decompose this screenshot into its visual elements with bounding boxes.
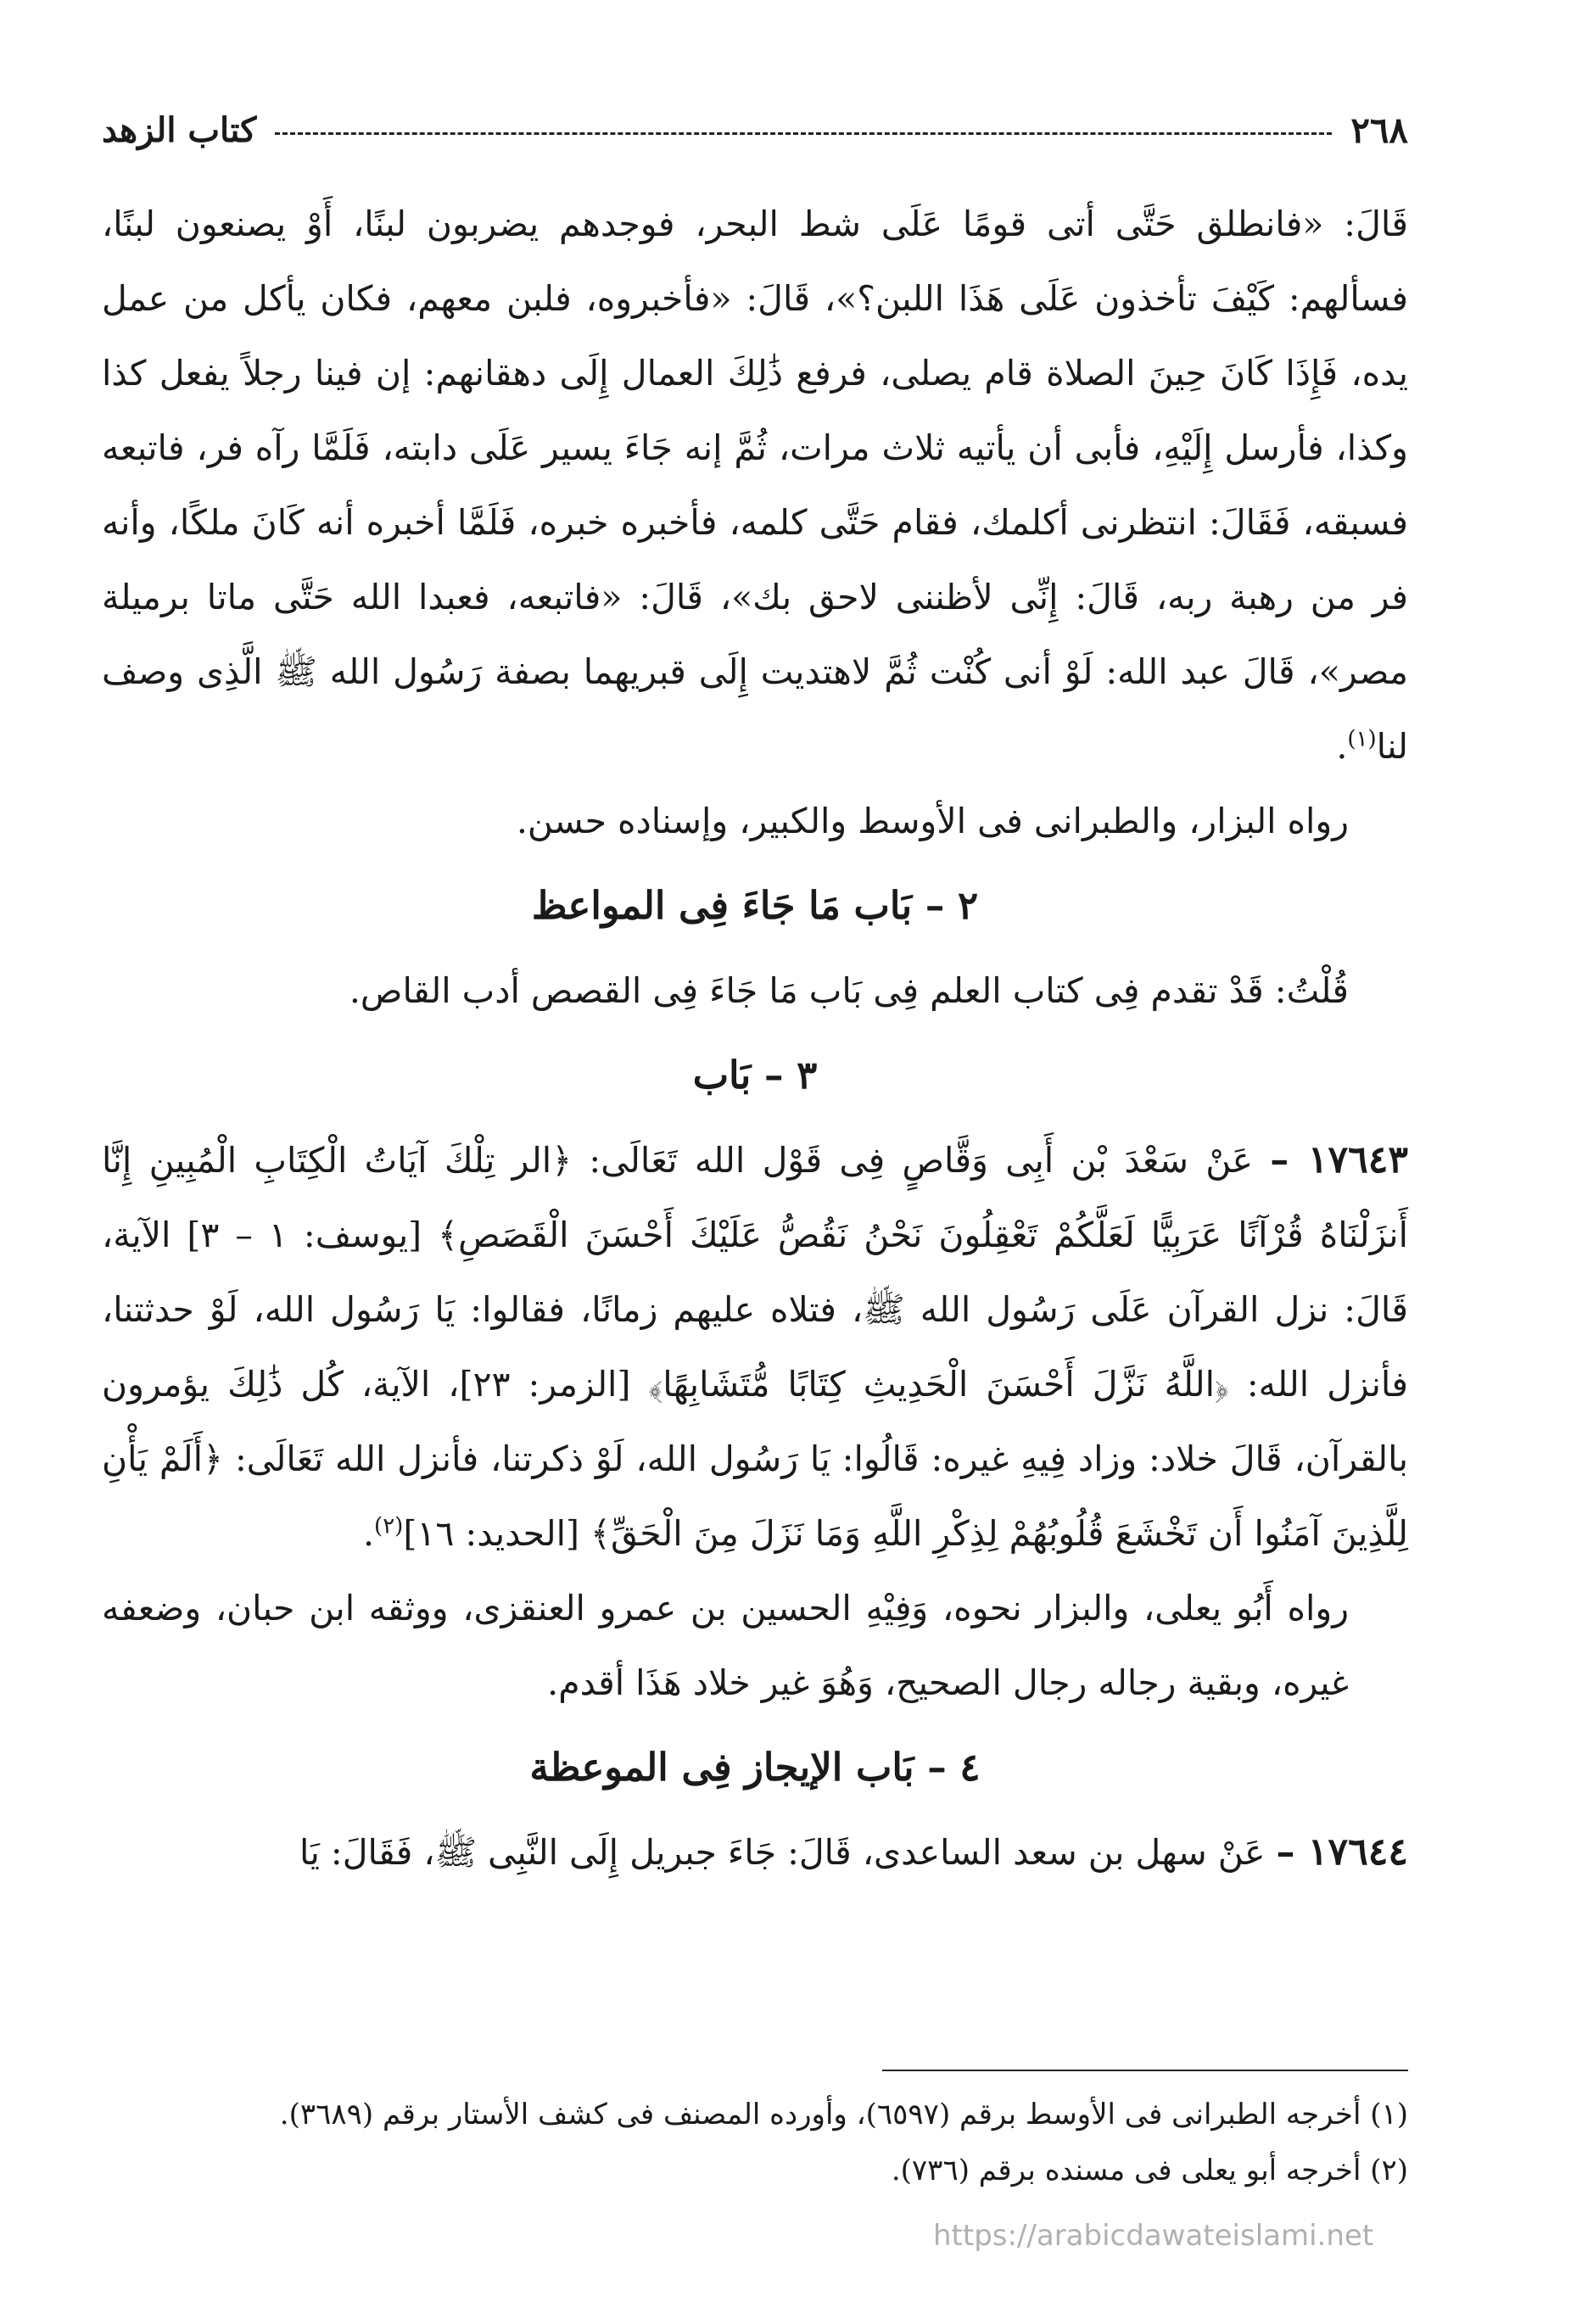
footnote-1: (١) أخرجه الطبرانى فى الأوسط برقم (٦٥٩٧)، وأورده المصنف فى كشف الأستار برقم (٣٦٨٩). <box>279 2098 1408 2131</box>
hadith-number: ١٧٦٤٤ – <box>1276 1830 1408 1874</box>
header-divider <box>275 132 1332 135</box>
footnote-ref-2: (٢) <box>374 1513 404 1539</box>
main-text <box>102 187 1408 1890</box>
footnotes <box>102 2070 1408 2198</box>
footnote-2: (٢) أخرجه أبو يعلى فى مسنده برقم (٧٣٦). <box>891 2154 1408 2187</box>
hadith-text: عَنْ سهل بن سعد الساعدى، قَالَ: جَاءَ جبريل إِلَى النَّبِى ﷺ، فَقَالَ: يَا <box>299 1832 1266 1873</box>
chapter-heading-2: ٢ – بَاب مَا جَاءَ فِى المواعظ <box>531 883 979 928</box>
hadith-text: عَنْ سَعْدَ بْن أَبِى وَقَّاصٍ فِى قَوْل الله تَعَالَى: ﴿الر تِلْكَ آيَاتُ الْكِتَابِ الْمُبِينِ إِنَّا أَنزَلْنَاهُ قُرْآنًا عَرَبِيًّا لَعَلَّكُمْ تَعْقِلُونَ نَحْنُ نَقُصُّ عَلَيْكَ أَحْسَنَ الْقَصَصِ﴾ [يوسف: ١ – ٣] الآية، قَالَ: نزل القرآن عَلَى رَسُول الله ﷺ، فتلاه عليهم زمانًا، فقالوا: يَا رَسُول الله، لَوْ حدثتنا، فأنزل الله: ﴿اللَّهُ نَزَّلَ أَحْسَنَ الْحَدِيثِ كِتَابًا مُّتَشَابِهًا﴾ [الزمر: ٢٣]، الآية، كُل ذَٰلِكَ يؤمرون بالقرآن، قَالَ خلاد: وزاد فِيهِ غيره: قَالُوا: يَا رَسُول الله، لَوْ ذكرتنا، فأنزل الله تَعَالَى: ﴿أَلَمْ يَأْنِ لِلَّذِينَ آمَنُوا أَن تَخْشَعَ قُلُوبُهُمْ لِذِكْرِ اللَّهِ وَمَا نَزَلَ مِنَ الْحَقِّ﴾ [الحديد: ١٦] <box>102 1140 1408 1554</box>
paragraph-grading: رواه البزار، والطبرانى فى الأوسط والكبير، وإسناده حسن. <box>516 801 1349 841</box>
hadith-number: ١٧٦٤٣ – <box>1270 1138 1408 1182</box>
paragraph-grading-2: رواه أَبُو يعلى، والبزار نحوه، وَفِيْهِ الحسين بن عمرو العنقزى، ووثقه ابن حبان، وضعفه غيره، وبقية رجاله رجال الصحيح، وَهُوَ غير خلاد هَذَا أقدم. <box>102 1588 1349 1703</box>
book-title: كتاب الزهد <box>102 109 257 150</box>
chapter-heading-4: ٤ – بَاب الإيجاز فِى الموعظة <box>529 1745 981 1790</box>
watermark-url: https://arabicdawateislami.net <box>933 2219 1374 2253</box>
chapter-heading-3: ٣ – بَاب <box>692 1053 818 1098</box>
paragraph-narrative: قَالَ: «فانطلق حَتَّى أتى قومًا عَلَى شط البحر، فوجدهم يضربون لبنًا، أَوْ يصنعون لبنًا، فسألهم: كَيْفَ تأخذون عَلَى هَذَا اللبن؟»، قَالَ: «فأخبروه، فلبن معهم، فكان يأكل من عمل يده، فَإِذَا كَانَ حِينَ الصلاة قام يصلى، فرفع ذَٰلِكَ العمال إِلَى دهقانهم: إن فينا رجلاً يفعل كذا وكذا، فأرسل إِلَيْهِ، فأبى أن يأتيه ثلاث مرات، ثُمَّ إنه جَاءَ يسير عَلَى دابته، فَلَمَّا رآه فر، فاتبعه فسبقه، فَقَالَ: انتظرنى أكلمك، فقام حَتَّى كلمه، فأخبره خبره، فَلَمَّا أخبره أنه كَانَ ملكًا، وأنه فر من رهبة ربه، قَالَ: إِنِّى لأظننى لاحق بك»، قَالَ: «فاتبعه، فعبدا الله حَتَّى ماتا برميلة مصر»، قَالَ عبد الله: لَوْ أنى كُنْت ثُمَّ لاهتديت إِلَى قبريهما بصفة رَسُول الله ﷺ الَّذِى وصف لنا$^{(١)}$. <box>102 204 1408 767</box>
footnote-divider <box>882 2070 1408 2071</box>
hadith-17644 <box>102 1815 1408 1890</box>
narrative-text: قَالَ: «فانطلق حَتَّى أتى قومًا عَلَى شط البحر، فوجدهم يضربون لبنًا، أَوْ يصنعون لبنًا، فسألهم: كَيْفَ تأخذون عَلَى هَذَا اللبن؟»، قَالَ: «فأخبروه، فلبن معهم، فكان يأكل من عمل يده، فَإِذَا كَانَ حِينَ الصلاة قام يصلى، فرفع ذَٰلِكَ العمال إِلَى دهقانهم: إن فينا رجلاً يفعل كذا وكذا، فأرسل إِلَيْهِ، فأبى أن يأتيه ثلاث مرات، ثُمَّ إنه جَاءَ يسير عَلَى دابته، فَلَمَّا رآه فر، فاتبعه فسبقه، فَقَالَ: انتظرنى أكلمك، فقام حَتَّى كلمه، فأخبره خبره، فَلَمَّا أخبره أنه كَانَ ملكًا، وأنه فر من رهبة ربه، قَالَ: إِنِّى لأظننى لاحق بك»، قَالَ: «فاتبعه، فعبدا الله حَتَّى ماتا برميلة مصر»، قَالَ عبد الله: لَوْ أنى كُنْت ثُمَّ لاهتديت إِلَى قبريهما بصفة رَسُول الله ﷺ الَّذِى وصف لنا <box>102 204 1408 767</box>
page-header <box>102 100 1408 159</box>
paragraph-note: قُلْتُ: قَدْ تقدم فِى كتاب العلم فِى بَاب مَا جَاءَ فِى القصص أدب القاص. <box>349 970 1349 1011</box>
page-number: ٢٦٨ <box>1350 109 1408 151</box>
footnote-ref-1: (١) <box>1347 726 1377 752</box>
hadith-17643: ١٧٦٤٣ – عَنْ سَعْدَ بْن أَبِى وَقَّاصٍ فِى قَوْل الله تَعَالَى: ﴿الر تِلْكَ آيَاتُ الْكِتَابِ الْمُبِينِ إِنَّا أَنزَلْنَاهُ قُرْآنًا عَرَبِيًّا لَعَلَّكُمْ تَعْقِلُونَ نَحْنُ نَقُصُّ عَلَيْكَ أَحْسَنَ الْقَصَصِ﴾ [يوسف: ١ – ٣] الآية، قَالَ: نزل القرآن عَلَى رَسُول الله ﷺ، فتلاه عليهم زمانًا، فقالوا: يَا رَسُول الله، لَوْ حدثتنا، فأنزل الله: ﴿اللَّهُ نَزَّلَ أَحْسَنَ الْحَدِيثِ كِتَابًا مُّتَشَابِهًا﴾ [الزمر: ٢٣]، الآية، كُل ذَٰلِكَ يؤمرون بالقرآن، قَالَ خلاد: وزاد فِيهِ غيره: قَالُوا: يَا رَسُول الله، لَوْ ذكرتنا، فأنزل الله تَعَالَى: ﴿أَلَمْ يَأْنِ لِلَّذِينَ آمَنُوا أَن تَخْشَعَ قُلُوبُهُمْ لِذِكْرِ اللَّهِ وَمَا نَزَلَ مِنَ الْحَقِّ﴾ [الحديد: ١٦]$^{(٢)}$. <box>102 1138 1408 1554</box>
